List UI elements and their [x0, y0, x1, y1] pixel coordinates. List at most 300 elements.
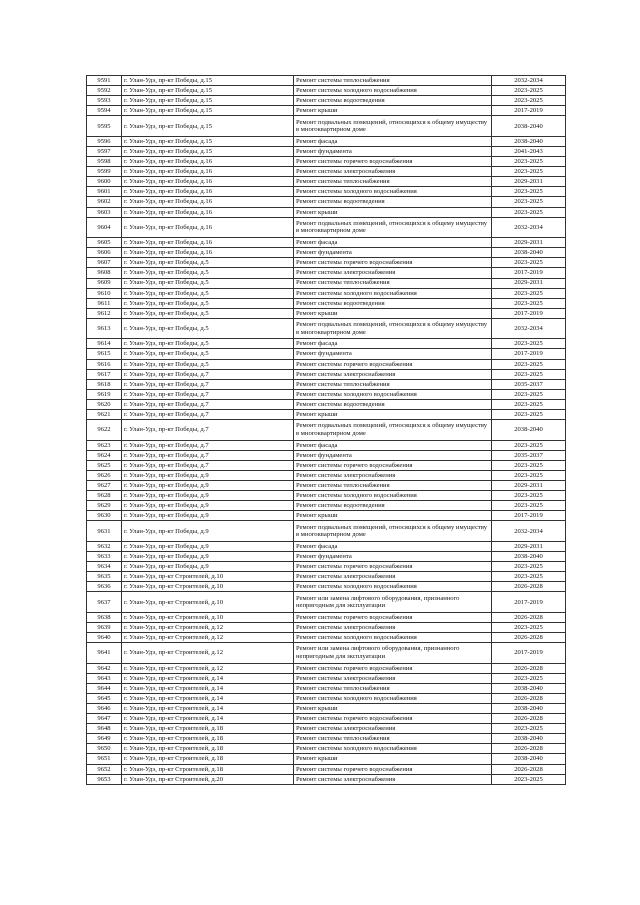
table-row — [87, 622, 566, 632]
row-number-cell: 9618 — [87, 379, 122, 389]
period-cell: 2023-2025 — [492, 389, 566, 399]
address-cell: г. Улан-Удэ, пр-кт Победы, д.16 — [122, 238, 294, 248]
table-row — [87, 157, 566, 167]
work-type-cell: Ремонт системы электроснабжения — [294, 774, 492, 784]
table-row — [87, 258, 566, 268]
row-number-cell: 9633 — [87, 551, 122, 561]
row-number-cell: 9642 — [87, 663, 122, 673]
period-cell: 2023-2025 — [492, 470, 566, 480]
address-cell: г. Улан-Удэ, пр-кт Победы, д.16 — [122, 167, 294, 177]
period-cell: 2038-2040 — [492, 754, 566, 764]
row-number-cell: 9597 — [87, 146, 122, 156]
table-body — [87, 76, 566, 785]
table-row — [87, 633, 566, 643]
period-cell: 2032-2034 — [492, 217, 566, 238]
address-cell: г. Улан-Удэ, пр-кт Строителей, д.14 — [122, 714, 294, 724]
work-type-cell: Ремонт системы электроснабжения — [294, 369, 492, 379]
address-cell: г. Улан-Удэ, пр-кт Строителей, д.12 — [122, 622, 294, 632]
table-row — [87, 714, 566, 724]
period-cell: 2023-2025 — [492, 96, 566, 106]
work-type-cell: Ремонт системы водоотведения — [294, 501, 492, 511]
table-row — [87, 693, 566, 703]
work-type-cell: Ремонт системы холодного водоснабжения — [294, 288, 492, 298]
table-row — [87, 197, 566, 207]
table-row — [87, 551, 566, 561]
table-row — [87, 278, 566, 288]
row-number-cell: 9647 — [87, 714, 122, 724]
work-type-cell: Ремонт фундамента — [294, 248, 492, 258]
row-number-cell: 9596 — [87, 136, 122, 146]
row-number-cell: 9600 — [87, 177, 122, 187]
work-type-cell: Ремонт подвальных помещений, относящихся к общему имуществу в многоквартирном доме — [294, 217, 492, 238]
row-number-cell: 9621 — [87, 410, 122, 420]
row-number-cell: 9632 — [87, 541, 122, 551]
work-type-cell: Ремонт системы электроснабжения — [294, 167, 492, 177]
work-type-cell: Ремонт системы холодного водоснабжения — [294, 86, 492, 96]
table-row — [87, 288, 566, 298]
row-number-cell: 9628 — [87, 491, 122, 501]
work-type-cell: Ремонт фасада — [294, 136, 492, 146]
table-row — [87, 410, 566, 420]
work-type-cell: Ремонт системы горячего водоснабжения — [294, 460, 492, 470]
work-type-cell: Ремонт крыши — [294, 704, 492, 714]
row-number-cell: 9650 — [87, 744, 122, 754]
row-number-cell: 9637 — [87, 592, 122, 613]
period-cell: 2023-2025 — [492, 359, 566, 369]
address-cell: г. Улан-Удэ, пр-кт Победы, д.5 — [122, 268, 294, 278]
table-row — [87, 268, 566, 278]
address-cell: г. Улан-Удэ, пр-кт Победы, д.7 — [122, 410, 294, 420]
period-cell: 2023-2025 — [492, 774, 566, 784]
address-cell: г. Улан-Удэ, пр-кт Победы, д.7 — [122, 399, 294, 409]
address-cell: г. Улан-Удэ, пр-кт Победы, д.7 — [122, 369, 294, 379]
period-cell: 2023-2025 — [492, 673, 566, 683]
row-number-cell: 9601 — [87, 187, 122, 197]
address-cell: г. Улан-Удэ, пр-кт Строителей, д.18 — [122, 764, 294, 774]
address-cell: г. Улан-Удэ, пр-кт Победы, д.5 — [122, 278, 294, 288]
period-cell: 2023-2025 — [492, 197, 566, 207]
work-type-cell: Ремонт системы теплоснабжения — [294, 177, 492, 187]
work-type-cell: Ремонт подвальных помещений, относящихся к общему имуществу в многоквартирном доме — [294, 318, 492, 339]
period-cell: 2023-2025 — [492, 572, 566, 582]
table-row — [87, 116, 566, 137]
work-type-cell: Ремонт системы электроснабжения — [294, 673, 492, 683]
work-type-cell: Ремонт системы теплоснабжения — [294, 734, 492, 744]
address-cell: г. Улан-Удэ, пр-кт Победы, д.5 — [122, 258, 294, 268]
work-type-cell: Ремонт или замена лифтового оборудования, признанного непригодным для эксплуатации — [294, 592, 492, 613]
table-row — [87, 612, 566, 622]
work-type-cell: Ремонт системы электроснабжения — [294, 724, 492, 734]
table-row — [87, 704, 566, 714]
work-type-cell: Ремонт фасада — [294, 339, 492, 349]
work-type-cell: Ремонт системы теплоснабжения — [294, 481, 492, 491]
period-cell: 2023-2025 — [492, 258, 566, 268]
table-row — [87, 683, 566, 693]
row-number-cell: 9623 — [87, 440, 122, 450]
table-row — [87, 167, 566, 177]
work-type-cell: Ремонт крыши — [294, 410, 492, 420]
work-type-cell: Ремонт крыши — [294, 106, 492, 116]
period-cell: 2041-2043 — [492, 146, 566, 156]
period-cell: 2017-2019 — [492, 592, 566, 613]
period-cell: 2026-2028 — [492, 764, 566, 774]
table-row — [87, 470, 566, 480]
address-cell: г. Улан-Удэ, пр-кт Победы, д.9 — [122, 541, 294, 551]
address-cell: г. Улан-Удэ, пр-кт Строителей, д.12 — [122, 643, 294, 664]
address-cell: г. Улан-Удэ, пр-кт Строителей, д.12 — [122, 633, 294, 643]
address-cell: г. Улан-Удэ, пр-кт Победы, д.5 — [122, 288, 294, 298]
address-cell: г. Улан-Удэ, пр-кт Победы, д.15 — [122, 146, 294, 156]
table-row — [87, 177, 566, 187]
table-row — [87, 106, 566, 116]
row-number-cell: 9591 — [87, 76, 122, 86]
address-cell: г. Улан-Удэ, пр-кт Строителей, д.20 — [122, 774, 294, 784]
address-cell: г. Улан-Удэ, пр-кт Строителей, д.12 — [122, 663, 294, 673]
row-number-cell: 9612 — [87, 308, 122, 318]
period-cell: 2035-2037 — [492, 450, 566, 460]
table-row — [87, 420, 566, 441]
row-number-cell: 9645 — [87, 693, 122, 703]
row-number-cell: 9594 — [87, 106, 122, 116]
table-row — [87, 754, 566, 764]
table-row — [87, 318, 566, 339]
address-cell: г. Улан-Удэ, пр-кт Победы, д.7 — [122, 389, 294, 399]
period-cell: 2026-2028 — [492, 612, 566, 622]
address-cell: г. Улан-Удэ, пр-кт Победы, д.9 — [122, 470, 294, 480]
row-number-cell: 9627 — [87, 481, 122, 491]
row-number-cell: 9639 — [87, 622, 122, 632]
period-cell: 2038-2040 — [492, 551, 566, 561]
table-row — [87, 541, 566, 551]
work-type-cell: Ремонт системы холодного водоснабжения — [294, 389, 492, 399]
period-cell: 2023-2025 — [492, 369, 566, 379]
row-number-cell: 9605 — [87, 238, 122, 248]
row-number-cell: 9635 — [87, 572, 122, 582]
table-row — [87, 359, 566, 369]
row-number-cell: 9646 — [87, 704, 122, 714]
work-type-cell: Ремонт системы электроснабжения — [294, 268, 492, 278]
address-cell: г. Улан-Удэ, пр-кт Победы, д.16 — [122, 177, 294, 187]
row-number-cell: 9607 — [87, 258, 122, 268]
work-type-cell: Ремонт фундамента — [294, 450, 492, 460]
period-cell: 2023-2025 — [492, 288, 566, 298]
row-number-cell: 9651 — [87, 754, 122, 764]
period-cell: 2023-2025 — [492, 724, 566, 734]
row-number-cell: 9616 — [87, 359, 122, 369]
work-type-cell: Ремонт фасада — [294, 238, 492, 248]
table-row — [87, 136, 566, 146]
work-type-cell: Ремонт системы водоотведения — [294, 298, 492, 308]
period-cell: 2026-2028 — [492, 693, 566, 703]
work-type-cell: Ремонт системы теплоснабжения — [294, 379, 492, 389]
period-cell: 2017-2019 — [492, 643, 566, 664]
work-type-cell: Ремонт системы горячего водоснабжения — [294, 359, 492, 369]
address-cell: г. Улан-Удэ, пр-кт Победы, д.9 — [122, 562, 294, 572]
work-type-cell: Ремонт подвальных помещений, относящихся к общему имуществу в многоквартирном доме — [294, 420, 492, 441]
table-row — [87, 663, 566, 673]
period-cell: 2023-2025 — [492, 167, 566, 177]
row-number-cell: 9653 — [87, 774, 122, 784]
table-row — [87, 450, 566, 460]
row-number-cell: 9595 — [87, 116, 122, 137]
work-type-cell: Ремонт фасада — [294, 541, 492, 551]
address-cell: г. Улан-Удэ, пр-кт Победы, д.9 — [122, 491, 294, 501]
table-row — [87, 217, 566, 238]
table-row — [87, 349, 566, 359]
period-cell: 2038-2040 — [492, 734, 566, 744]
work-type-cell: Ремонт системы водоотведения — [294, 399, 492, 409]
table-row — [87, 238, 566, 248]
address-cell: г. Улан-Удэ, пр-кт Победы, д.16 — [122, 248, 294, 258]
period-cell: 2026-2028 — [492, 582, 566, 592]
row-number-cell: 9641 — [87, 643, 122, 664]
row-number-cell: 9629 — [87, 501, 122, 511]
address-cell: г. Улан-Удэ, пр-кт Победы, д.16 — [122, 217, 294, 238]
period-cell: 2023-2025 — [492, 410, 566, 420]
work-type-cell: Ремонт фундамента — [294, 551, 492, 561]
row-number-cell: 9634 — [87, 562, 122, 572]
work-type-cell: Ремонт системы электроснабжения — [294, 470, 492, 480]
table-row — [87, 369, 566, 379]
period-cell: 2029-2031 — [492, 541, 566, 551]
address-cell: г. Улан-Удэ, пр-кт Победы, д.7 — [122, 460, 294, 470]
table-row — [87, 248, 566, 258]
period-cell: 2023-2025 — [492, 339, 566, 349]
work-type-cell: Ремонт системы холодного водоснабжения — [294, 491, 492, 501]
table-row — [87, 440, 566, 450]
work-type-cell: Ремонт системы холодного водоснабжения — [294, 744, 492, 754]
address-cell: г. Улан-Удэ, пр-кт Строителей, д.14 — [122, 683, 294, 693]
work-type-cell: Ремонт системы горячего водоснабжения — [294, 562, 492, 572]
period-cell: 2029-2031 — [492, 481, 566, 491]
row-number-cell: 9609 — [87, 278, 122, 288]
work-type-cell: Ремонт системы холодного водоснабжения — [294, 693, 492, 703]
address-cell: г. Улан-Удэ, пр-кт Победы, д.5 — [122, 359, 294, 369]
table-row — [87, 521, 566, 542]
period-cell: 2038-2040 — [492, 704, 566, 714]
period-cell: 2038-2040 — [492, 420, 566, 441]
period-cell: 2023-2025 — [492, 460, 566, 470]
row-number-cell: 9622 — [87, 420, 122, 441]
row-number-cell: 9613 — [87, 318, 122, 339]
table-row — [87, 562, 566, 572]
row-number-cell: 9603 — [87, 207, 122, 217]
period-cell: 2032-2034 — [492, 76, 566, 86]
work-type-cell: Ремонт крыши — [294, 511, 492, 521]
address-cell: г. Улан-Удэ, пр-кт Строителей, д.14 — [122, 704, 294, 714]
period-cell: 2038-2040 — [492, 136, 566, 146]
row-number-cell: 9640 — [87, 633, 122, 643]
work-type-cell: Ремонт системы теплоснабжения — [294, 76, 492, 86]
address-cell: г. Улан-Удэ, пр-кт Строителей, д.18 — [122, 724, 294, 734]
period-cell: 2023-2025 — [492, 187, 566, 197]
period-cell: 2023-2025 — [492, 501, 566, 511]
row-number-cell: 9619 — [87, 389, 122, 399]
table-row — [87, 572, 566, 582]
table-row — [87, 582, 566, 592]
row-number-cell: 9636 — [87, 582, 122, 592]
row-number-cell: 9615 — [87, 349, 122, 359]
row-number-cell: 9614 — [87, 339, 122, 349]
work-type-cell: Ремонт системы горячего водоснабжения — [294, 258, 492, 268]
row-number-cell: 9610 — [87, 288, 122, 298]
period-cell: 2023-2025 — [492, 440, 566, 450]
work-type-cell: Ремонт системы теплоснабжения — [294, 683, 492, 693]
row-number-cell: 9592 — [87, 86, 122, 96]
table-row — [87, 764, 566, 774]
address-cell: г. Улан-Удэ, пр-кт Победы, д.7 — [122, 420, 294, 441]
address-cell: г. Улан-Удэ, пр-кт Победы, д.16 — [122, 157, 294, 167]
table-row — [87, 379, 566, 389]
row-number-cell: 9649 — [87, 734, 122, 744]
period-cell: 2023-2025 — [492, 207, 566, 217]
address-cell: г. Улан-Удэ, пр-кт Победы, д.5 — [122, 308, 294, 318]
work-type-cell: Ремонт системы электроснабжения — [294, 622, 492, 632]
address-cell: г. Улан-Удэ, пр-кт Победы, д.15 — [122, 86, 294, 96]
address-cell: г. Улан-Удэ, пр-кт Строителей, д.14 — [122, 693, 294, 703]
row-number-cell: 9608 — [87, 268, 122, 278]
period-cell: 2026-2028 — [492, 663, 566, 673]
address-cell: г. Улан-Удэ, пр-кт Победы, д.15 — [122, 136, 294, 146]
row-number-cell: 9593 — [87, 96, 122, 106]
table-row — [87, 389, 566, 399]
address-cell: г. Улан-Удэ, пр-кт Победы, д.5 — [122, 318, 294, 339]
period-cell: 2023-2025 — [492, 399, 566, 409]
address-cell: г. Улан-Удэ, пр-кт Строителей, д.10 — [122, 582, 294, 592]
table-row — [87, 76, 566, 86]
table-row — [87, 339, 566, 349]
table-row — [87, 511, 566, 521]
period-cell: 2029-2031 — [492, 177, 566, 187]
table-row — [87, 744, 566, 754]
work-type-cell: Ремонт системы горячего водоснабжения — [294, 764, 492, 774]
address-cell: г. Улан-Удэ, пр-кт Победы, д.7 — [122, 379, 294, 389]
table-row — [87, 491, 566, 501]
address-cell: г. Улан-Удэ, пр-кт Победы, д.16 — [122, 207, 294, 217]
address-cell: г. Улан-Удэ, пр-кт Победы, д.9 — [122, 521, 294, 542]
period-cell: 2023-2025 — [492, 298, 566, 308]
work-type-cell: Ремонт системы холодного водоснабжения — [294, 187, 492, 197]
address-cell: г. Улан-Удэ, пр-кт Строителей, д.10 — [122, 572, 294, 582]
work-type-cell: Ремонт системы теплоснабжения — [294, 278, 492, 288]
table-row — [87, 774, 566, 784]
row-number-cell: 9598 — [87, 157, 122, 167]
row-number-cell: 9630 — [87, 511, 122, 521]
period-cell: 2017-2019 — [492, 106, 566, 116]
table-row — [87, 298, 566, 308]
period-cell: 2023-2025 — [492, 622, 566, 632]
address-cell: г. Улан-Удэ, пр-кт Строителей, д.10 — [122, 592, 294, 613]
row-number-cell: 9604 — [87, 217, 122, 238]
table-row — [87, 724, 566, 734]
period-cell: 2029-2031 — [492, 278, 566, 288]
period-cell: 2026-2028 — [492, 744, 566, 754]
address-cell: г. Улан-Удэ, пр-кт Победы, д.9 — [122, 511, 294, 521]
work-type-cell: Ремонт фундамента — [294, 146, 492, 156]
period-cell: 2023-2025 — [492, 86, 566, 96]
row-number-cell: 9625 — [87, 460, 122, 470]
address-cell: г. Улан-Удэ, пр-кт Строителей, д.18 — [122, 754, 294, 764]
period-cell: 2023-2025 — [492, 491, 566, 501]
address-cell: г. Улан-Удэ, пр-кт Победы, д.7 — [122, 450, 294, 460]
table-row — [87, 481, 566, 491]
row-number-cell: 9638 — [87, 612, 122, 622]
row-number-cell: 9606 — [87, 248, 122, 258]
work-type-cell: Ремонт подвальных помещений, относящихся к общему имуществу в многоквартирном доме — [294, 116, 492, 137]
period-cell: 2038-2040 — [492, 683, 566, 693]
period-cell: 2023-2025 — [492, 157, 566, 167]
work-type-cell: Ремонт системы водоотведения — [294, 96, 492, 106]
repair-schedule-table — [86, 75, 566, 785]
address-cell: г. Улан-Удэ, пр-кт Победы, д.5 — [122, 349, 294, 359]
address-cell: г. Улан-Удэ, пр-кт Победы, д.5 — [122, 298, 294, 308]
work-type-cell: Ремонт фасада — [294, 440, 492, 450]
address-cell: г. Улан-Удэ, пр-кт Победы, д.9 — [122, 501, 294, 511]
table-row — [87, 187, 566, 197]
row-number-cell: 9599 — [87, 167, 122, 177]
row-number-cell: 9617 — [87, 369, 122, 379]
row-number-cell: 9644 — [87, 683, 122, 693]
work-type-cell: Ремонт системы водоотведения — [294, 197, 492, 207]
work-type-cell: Ремонт крыши — [294, 207, 492, 217]
address-cell: г. Улан-Удэ, пр-кт Строителей, д.10 — [122, 612, 294, 622]
work-type-cell: Ремонт крыши — [294, 754, 492, 764]
table-row — [87, 207, 566, 217]
work-type-cell: Ремонт крыши — [294, 308, 492, 318]
table-row — [87, 592, 566, 613]
work-type-cell: Ремонт системы горячего водоснабжения — [294, 157, 492, 167]
address-cell: г. Улан-Удэ, пр-кт Победы, д.9 — [122, 551, 294, 561]
address-cell: г. Улан-Удэ, пр-кт Строителей, д.14 — [122, 673, 294, 683]
row-number-cell: 9652 — [87, 764, 122, 774]
row-number-cell: 9643 — [87, 673, 122, 683]
address-cell: г. Улан-Удэ, пр-кт Победы, д.15 — [122, 106, 294, 116]
address-cell: г. Улан-Удэ, пр-кт Строителей, д.18 — [122, 734, 294, 744]
table-row — [87, 734, 566, 744]
table-row — [87, 673, 566, 683]
address-cell: г. Улан-Удэ, пр-кт Победы, д.16 — [122, 187, 294, 197]
period-cell: 2017-2019 — [492, 268, 566, 278]
period-cell: 2023-2025 — [492, 562, 566, 572]
work-type-cell: Ремонт системы горячего водоснабжения — [294, 663, 492, 673]
period-cell: 2017-2019 — [492, 308, 566, 318]
row-number-cell: 9620 — [87, 399, 122, 409]
work-type-cell: Ремонт системы холодного водоснабжения — [294, 633, 492, 643]
work-type-cell: Ремонт подвальных помещений, относящихся к общему имуществу в многоквартирном доме — [294, 521, 492, 542]
table-row — [87, 501, 566, 511]
table-row — [87, 96, 566, 106]
table-row — [87, 86, 566, 96]
address-cell: г. Улан-Удэ, пр-кт Победы, д.15 — [122, 76, 294, 86]
row-number-cell: 9626 — [87, 470, 122, 480]
period-cell: 2029-2031 — [492, 238, 566, 248]
table-row — [87, 308, 566, 318]
address-cell: г. Улан-Удэ, пр-кт Победы, д.15 — [122, 116, 294, 137]
period-cell: 2017-2019 — [492, 349, 566, 359]
row-number-cell: 9631 — [87, 521, 122, 542]
period-cell: 2038-2040 — [492, 248, 566, 258]
period-cell: 2032-2034 — [492, 521, 566, 542]
work-type-cell: Ремонт или замена лифтового оборудования, признанного непригодным для эксплуатации — [294, 643, 492, 664]
address-cell: г. Улан-Удэ, пр-кт Победы, д.16 — [122, 197, 294, 207]
period-cell: 2017-2019 — [492, 511, 566, 521]
period-cell: 2026-2028 — [492, 633, 566, 643]
period-cell: 2038-2040 — [492, 116, 566, 137]
work-type-cell: Ремонт системы горячего водоснабжения — [294, 714, 492, 724]
row-number-cell: 9611 — [87, 298, 122, 308]
period-cell: 2035-2037 — [492, 379, 566, 389]
row-number-cell: 9602 — [87, 197, 122, 207]
